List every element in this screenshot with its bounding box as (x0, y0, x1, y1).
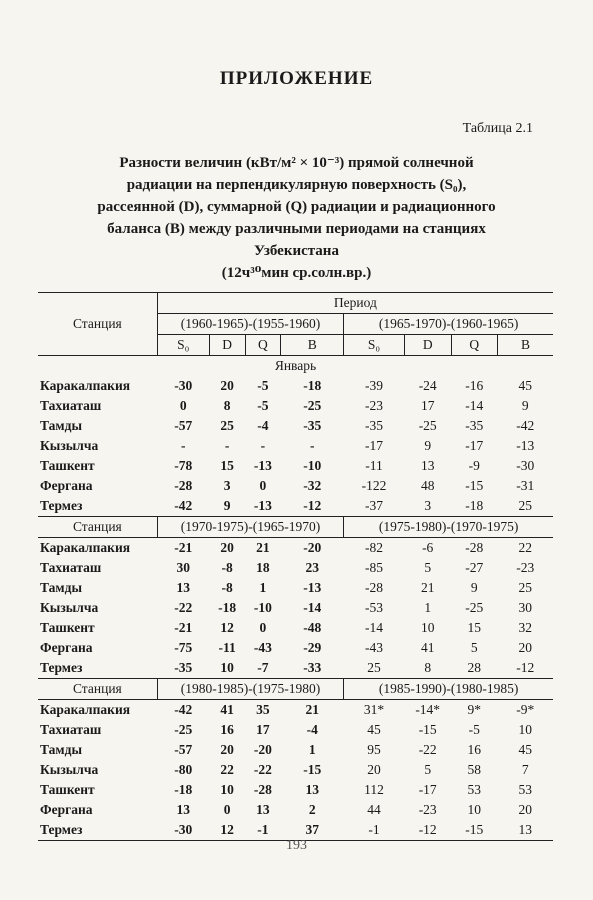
caption-line: радиации на перпендикулярную поверхность (S₀), (126, 177, 467, 193)
table-row (38, 456, 553, 476)
table-row (38, 740, 553, 760)
value-cell: -32 (303, 478, 322, 493)
station-name: Ташкент (40, 782, 95, 797)
value-cell: -28 (253, 782, 272, 797)
station-name: Тахиаташ (40, 560, 102, 575)
value-cell: 12 (209, 820, 245, 841)
value-cell: -30 (157, 820, 209, 841)
period-range-a: (1970-1975)-(1965-1970) (157, 517, 343, 538)
column-header: B (498, 335, 553, 356)
value-cell: 32 (518, 620, 533, 635)
table-row (38, 760, 553, 780)
period-range-a: (1960-1965)-(1955-1960) (157, 314, 343, 335)
value-cell: -8 (221, 560, 233, 575)
value-cell: 9 (424, 438, 432, 453)
value-cell: -122 (361, 478, 387, 493)
value-cell: - (260, 438, 266, 453)
value-cell: 10 (220, 660, 234, 675)
value-cell: -17 (418, 782, 437, 797)
period-range-b: (1985-1990)-(1980-1985) (344, 679, 553, 700)
station-name: Тамды (40, 580, 82, 595)
value-cell: 23 (305, 560, 319, 575)
value-cell: -43 (365, 640, 384, 655)
column-header: D (209, 335, 245, 356)
value-cell: -20 (303, 540, 322, 555)
value-cell: 2 (308, 802, 316, 817)
value-cell: 17 (420, 398, 435, 413)
value-cell: 16 (467, 742, 482, 757)
value-cell: 53 (518, 782, 533, 797)
value-cell: 37 (281, 820, 344, 841)
period-range-row (38, 517, 553, 538)
value-cell: -10 (253, 600, 272, 615)
caption-line: Узбекистана (254, 243, 339, 259)
value-cell: -25 (303, 398, 322, 413)
value-cell: -11 (365, 458, 383, 473)
station-name: Кызылча (40, 600, 99, 615)
value-cell: -14 (365, 620, 384, 635)
table-row (38, 638, 553, 658)
caption-line: Разности величин (кВт/м² × 10⁻³) прямой солнечной (119, 155, 474, 171)
column-header: B (281, 335, 344, 356)
value-cell: -25 (465, 600, 484, 615)
value-cell: -22 (253, 762, 272, 777)
value-cell: 45 (518, 378, 533, 393)
value-cell: -10 (303, 458, 322, 473)
value-cell: -37 (365, 498, 384, 513)
value-cell: -13 (516, 438, 535, 453)
value-cell: -13 (253, 498, 272, 513)
value-cell: 0 (259, 478, 267, 493)
value-cell: 5 (470, 640, 478, 655)
value-cell: 17 (256, 722, 270, 737)
value-cell: -33 (303, 660, 322, 675)
value-cell: 21 (256, 540, 270, 555)
value-cell: -15 (303, 762, 322, 777)
value-cell: -23 (365, 398, 384, 413)
station-name: Ташкент (40, 458, 95, 473)
value-cell: 20 (518, 640, 533, 655)
value-cell: 44 (367, 802, 381, 817)
value-cell: 112 (364, 782, 384, 797)
value-cell: -14 (303, 600, 322, 615)
value-cell: -12 (404, 820, 451, 841)
station-name: Фергана (40, 478, 93, 493)
value-cell: 41 (220, 702, 234, 717)
value-cell: 35 (256, 702, 270, 717)
value-cell: -5 (468, 722, 480, 737)
value-cell: 10 (467, 802, 482, 817)
station-name: Каракалпакия (40, 702, 131, 717)
table-caption (60, 152, 533, 284)
value-cell: -35 (465, 418, 484, 433)
value-cell: -25 (174, 722, 193, 737)
radiation-table (38, 292, 553, 841)
value-cell: -15 (465, 478, 484, 493)
value-cell: 1 (424, 600, 432, 615)
value-cell: -9* (516, 702, 535, 717)
value-cell: 31* (363, 702, 385, 717)
station-name: Фергана (40, 640, 93, 655)
value-cell: -78 (174, 458, 193, 473)
value-cell: 41 (420, 640, 435, 655)
column-header: Q (245, 335, 281, 356)
table-row (38, 558, 553, 578)
value-cell: 13 (420, 458, 435, 473)
value-cell: -16 (465, 378, 484, 393)
station-name: Термез (40, 498, 83, 513)
value-cell: -13 (253, 458, 272, 473)
station-name: Термез (40, 660, 83, 675)
station-header: Станция (38, 517, 157, 538)
caption-line: (12ч³⁰мин ср.солн.вр.) (221, 265, 372, 281)
value-cell: -21 (174, 620, 193, 635)
station-name: Фергана (40, 802, 93, 817)
station-header: Станция (38, 293, 157, 356)
station-name: Тахиаташ (40, 398, 102, 413)
column-header: S₀ (157, 335, 209, 356)
value-cell: -28 (174, 478, 193, 493)
station-name: Тамды (40, 742, 82, 757)
value-cell: 22 (518, 540, 533, 555)
table-row (38, 700, 553, 721)
value-cell: 25 (220, 418, 234, 433)
table-row (38, 496, 553, 517)
value-cell: -42 (174, 702, 193, 717)
value-cell: -21 (174, 540, 193, 555)
table-row (38, 476, 553, 496)
station-name: Каракалпакия (40, 540, 131, 555)
value-cell: -17 (365, 438, 384, 453)
value-cell: 16 (220, 722, 234, 737)
table-row (38, 416, 553, 436)
value-cell: -42 (516, 418, 535, 433)
value-cell: 21 (305, 702, 319, 717)
station-name: Термез (38, 820, 157, 841)
month-label: Январь (274, 358, 317, 373)
value-cell: 20 (220, 378, 234, 393)
value-cell: 45 (518, 742, 533, 757)
value-cell: -80 (174, 762, 193, 777)
value-cell: 3 (223, 478, 231, 493)
value-cell: 22 (220, 762, 234, 777)
value-cell: -7 (257, 660, 269, 675)
value-cell: 25 (518, 580, 533, 595)
value-cell: - (224, 438, 230, 453)
value-cell: -13 (303, 580, 322, 595)
value-cell: -48 (303, 620, 322, 635)
value-cell: - (310, 438, 315, 453)
value-cell: -20 (253, 742, 272, 757)
station-header: Станция (38, 679, 157, 700)
value-cell: 8 (424, 660, 432, 675)
value-cell: 45 (367, 722, 381, 737)
value-cell: 3 (424, 498, 432, 513)
station-name: Каракалпакия (40, 378, 131, 393)
value-cell: 13 (176, 580, 191, 595)
table-row (38, 376, 553, 396)
value-cell: 15 (220, 458, 234, 473)
value-cell: -57 (174, 418, 193, 433)
period-header-row (38, 293, 553, 314)
value-cell: 9 (521, 398, 529, 413)
value-cell: 9* (467, 702, 482, 717)
value-cell: -27 (465, 560, 484, 575)
page-number: 193 (286, 838, 307, 853)
value-cell: -18 (303, 378, 322, 393)
value-cell: -57 (174, 742, 193, 757)
value-cell: -75 (174, 640, 193, 655)
value-cell: -30 (174, 378, 193, 393)
value-cell: 25 (518, 498, 533, 513)
station-name: Ташкент (40, 620, 95, 635)
value-cell: -12 (516, 660, 535, 675)
period-header: Период (157, 293, 553, 314)
value-cell: 9 (223, 498, 231, 513)
table-row (38, 720, 553, 740)
period-range-row (38, 679, 553, 700)
value-cell: 10 (420, 620, 435, 635)
value-cell: 13 (498, 820, 553, 841)
value-cell: -15 (451, 820, 498, 841)
value-cell: -28 (465, 540, 484, 555)
value-cell: -8 (221, 580, 233, 595)
period-range-a: (1980-1985)-(1975-1980) (157, 679, 343, 700)
value-cell: 18 (256, 560, 270, 575)
value-cell: -23 (516, 560, 535, 575)
value-cell: 20 (220, 540, 234, 555)
table-row (38, 658, 553, 679)
value-cell: -30 (516, 458, 535, 473)
value-cell: -85 (365, 560, 384, 575)
value-cell: -12 (303, 498, 322, 513)
value-cell: -24 (418, 378, 437, 393)
value-cell: 28 (467, 660, 482, 675)
value-cell: 7 (521, 762, 529, 777)
period-range-b: (1965-1970)-(1960-1965) (344, 314, 553, 335)
value-cell: 20 (220, 742, 234, 757)
station-name: Тахиаташ (40, 722, 102, 737)
value-cell: 5 (424, 560, 432, 575)
table-row (38, 538, 553, 559)
table-row (38, 598, 553, 618)
value-cell: -18 (218, 600, 237, 615)
value-cell: -82 (365, 540, 384, 555)
value-cell: -35 (174, 660, 193, 675)
value-cell: -9 (468, 458, 480, 473)
value-cell: -6 (422, 540, 434, 555)
value-cell: 1 (259, 580, 267, 595)
month-row (38, 356, 553, 377)
value-cell: -25 (418, 418, 437, 433)
table-row (38, 436, 553, 456)
station-name: Кызылча (40, 438, 99, 453)
table-row (38, 800, 553, 820)
value-cell: 20 (367, 762, 381, 777)
value-cell: 30 (176, 560, 191, 575)
caption-line: рассеянной (D), суммарной (Q) радиации и радиационного (97, 199, 496, 215)
column-header: S₀ (344, 335, 405, 356)
value-cell: -18 (465, 498, 484, 513)
value-cell: 15 (467, 620, 482, 635)
table-row (38, 396, 553, 416)
value-cell: - (181, 438, 186, 453)
value-cell: 1 (308, 742, 316, 757)
value-cell: 53 (467, 782, 482, 797)
value-cell: -15 (418, 722, 437, 737)
value-cell: -5 (257, 378, 269, 393)
value-cell: 20 (518, 802, 533, 817)
value-cell: -5 (257, 398, 269, 413)
value-cell: 10 (518, 722, 533, 737)
value-cell: -22 (174, 600, 193, 615)
value-cell: -4 (306, 722, 318, 737)
value-cell: 8 (223, 398, 231, 413)
value-cell: -28 (365, 580, 384, 595)
value-cell: 13 (256, 802, 270, 817)
value-cell: -53 (365, 600, 384, 615)
value-cell: 0 (259, 620, 267, 635)
station-name: Тамды (40, 418, 82, 433)
value-cell: -22 (418, 742, 437, 757)
value-cell: 9 (470, 580, 478, 595)
value-cell: -35 (365, 418, 384, 433)
period-range-b: (1975-1980)-(1970-1975) (344, 517, 553, 538)
value-cell: -23 (418, 802, 437, 817)
value-cell: -35 (303, 418, 322, 433)
value-cell: 12 (220, 620, 234, 635)
value-cell: 13 (305, 782, 319, 797)
page-heading: ПРИЛОЖЕНИЕ (219, 68, 374, 89)
value-cell: 48 (420, 478, 435, 493)
value-cell: 25 (367, 660, 381, 675)
table-row (38, 618, 553, 638)
value-cell: 10 (220, 782, 234, 797)
value-cell: -1 (344, 820, 405, 841)
value-cell: 5 (424, 762, 432, 777)
caption-line: баланса (B) между различными периодами на станциях (107, 221, 486, 237)
value-cell: -4 (257, 418, 269, 433)
value-cell: -43 (253, 640, 272, 655)
value-cell: -31 (516, 478, 535, 493)
table-row (38, 578, 553, 598)
value-cell: -42 (174, 498, 193, 513)
value-cell: 30 (518, 600, 533, 615)
value-cell: 0 (223, 802, 231, 817)
column-header: D (404, 335, 451, 356)
value-cell: -39 (365, 378, 384, 393)
value-cell: 58 (467, 762, 482, 777)
value-cell: -29 (303, 640, 322, 655)
value-cell: -14* (415, 702, 441, 717)
value-cell: 0 (179, 398, 187, 413)
value-cell: 95 (367, 742, 381, 757)
table-row (38, 780, 553, 800)
value-cell: -17 (465, 438, 484, 453)
value-cell: 21 (420, 580, 435, 595)
table-number: Таблица 2.1 (462, 121, 533, 136)
value-cell: -11 (218, 640, 236, 655)
value-cell: -14 (465, 398, 484, 413)
station-name: Кызылча (40, 762, 99, 777)
column-header: Q (451, 335, 498, 356)
value-cell: -1 (245, 820, 281, 841)
value-cell: 13 (176, 802, 191, 817)
value-cell: -18 (174, 782, 193, 797)
